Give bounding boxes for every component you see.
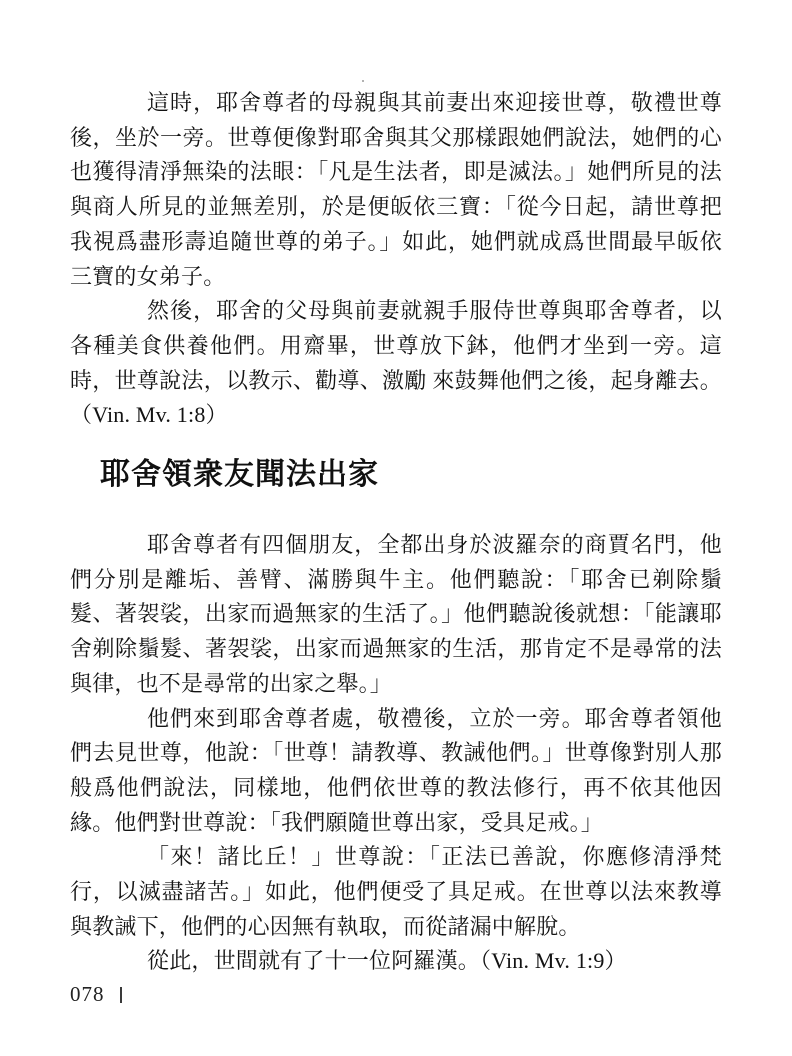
page-footer [70, 982, 122, 1007]
paragraph-meal-offering: 然後，耶舍的父母與前妻就親手服侍世尊與耶舍尊者，以各種美食供養他們。用齋畢，世尊放下鉢，他們才坐到一旁。這時，世尊說法，以教示、勸導、激勵 來鼓舞他們之後，起身離去。（Vin. Mv. 1:8） [70, 298, 722, 428]
scan-artifact-dot [362, 80, 364, 82]
paragraph-yasa-mother-wife: 這時，耶舍尊者的母親與其前妻出來迎接世尊，敬禮世尊後，坐於一旁。世尊便像對耶舍與其父那樣跟她們說法，她們的心也獲得清淨無染的法眼：「凡是生法者，即是滅法。」她們所見的法與商人所見的並無差別，於是便皈依三寶：「從今日起，請世尊把我視爲盡形壽追隨世尊的弟子。」如此，她們就成爲世間最早皈依三寶的女弟子。 [70, 90, 722, 289]
section-heading: 耶舍領衆友聞法出家 [100, 458, 379, 492]
page-number: 078 [70, 982, 105, 1006]
page-content [70, 86, 722, 979]
paragraph-friends-meet-buddha: 他們來到耶舍尊者處，敬禮後，立於一旁。耶舍尊者領他們去見世尊，他說：「世尊！請教導、教誡他們。」世尊像對別人那般爲他們說法，同樣地，他們依世尊的教法修行，再不依其他因緣。他們對世尊說：「我們願隨世尊出家，受具足戒。」 [70, 705, 722, 835]
footer-divider-rule [120, 987, 122, 1003]
paragraph-four-friends: 耶舍尊者有四個朋友，全都出身於波羅奈的商賈名門，他們分別是離垢、善臂、滿勝與牛主。他們聽說：「耶舍已剃除鬚髮、著袈裟，出家而過無家的生活了。」他們聽說後就想：「能讓耶舍剃除鬚髮、著袈裟，出家而過無家的生活，那肯定不是尋常的法與律，也不是尋常的出家之舉。」 [70, 532, 722, 696]
paragraph-come-bhikkhus: 「來！諸比丘！」世尊說：「正法已善說，你應修清淨梵行，以滅盡諸苦。」如此，他們便受了具足戒。在世尊以法來教導與教誡下，他們的心因無有執取，而從諸漏中解脫。 [70, 844, 722, 939]
paragraph-eleven-arahants: 從此，世間就有了十一位阿羅漢。（Vin. Mv. 1:9） [147, 948, 627, 974]
